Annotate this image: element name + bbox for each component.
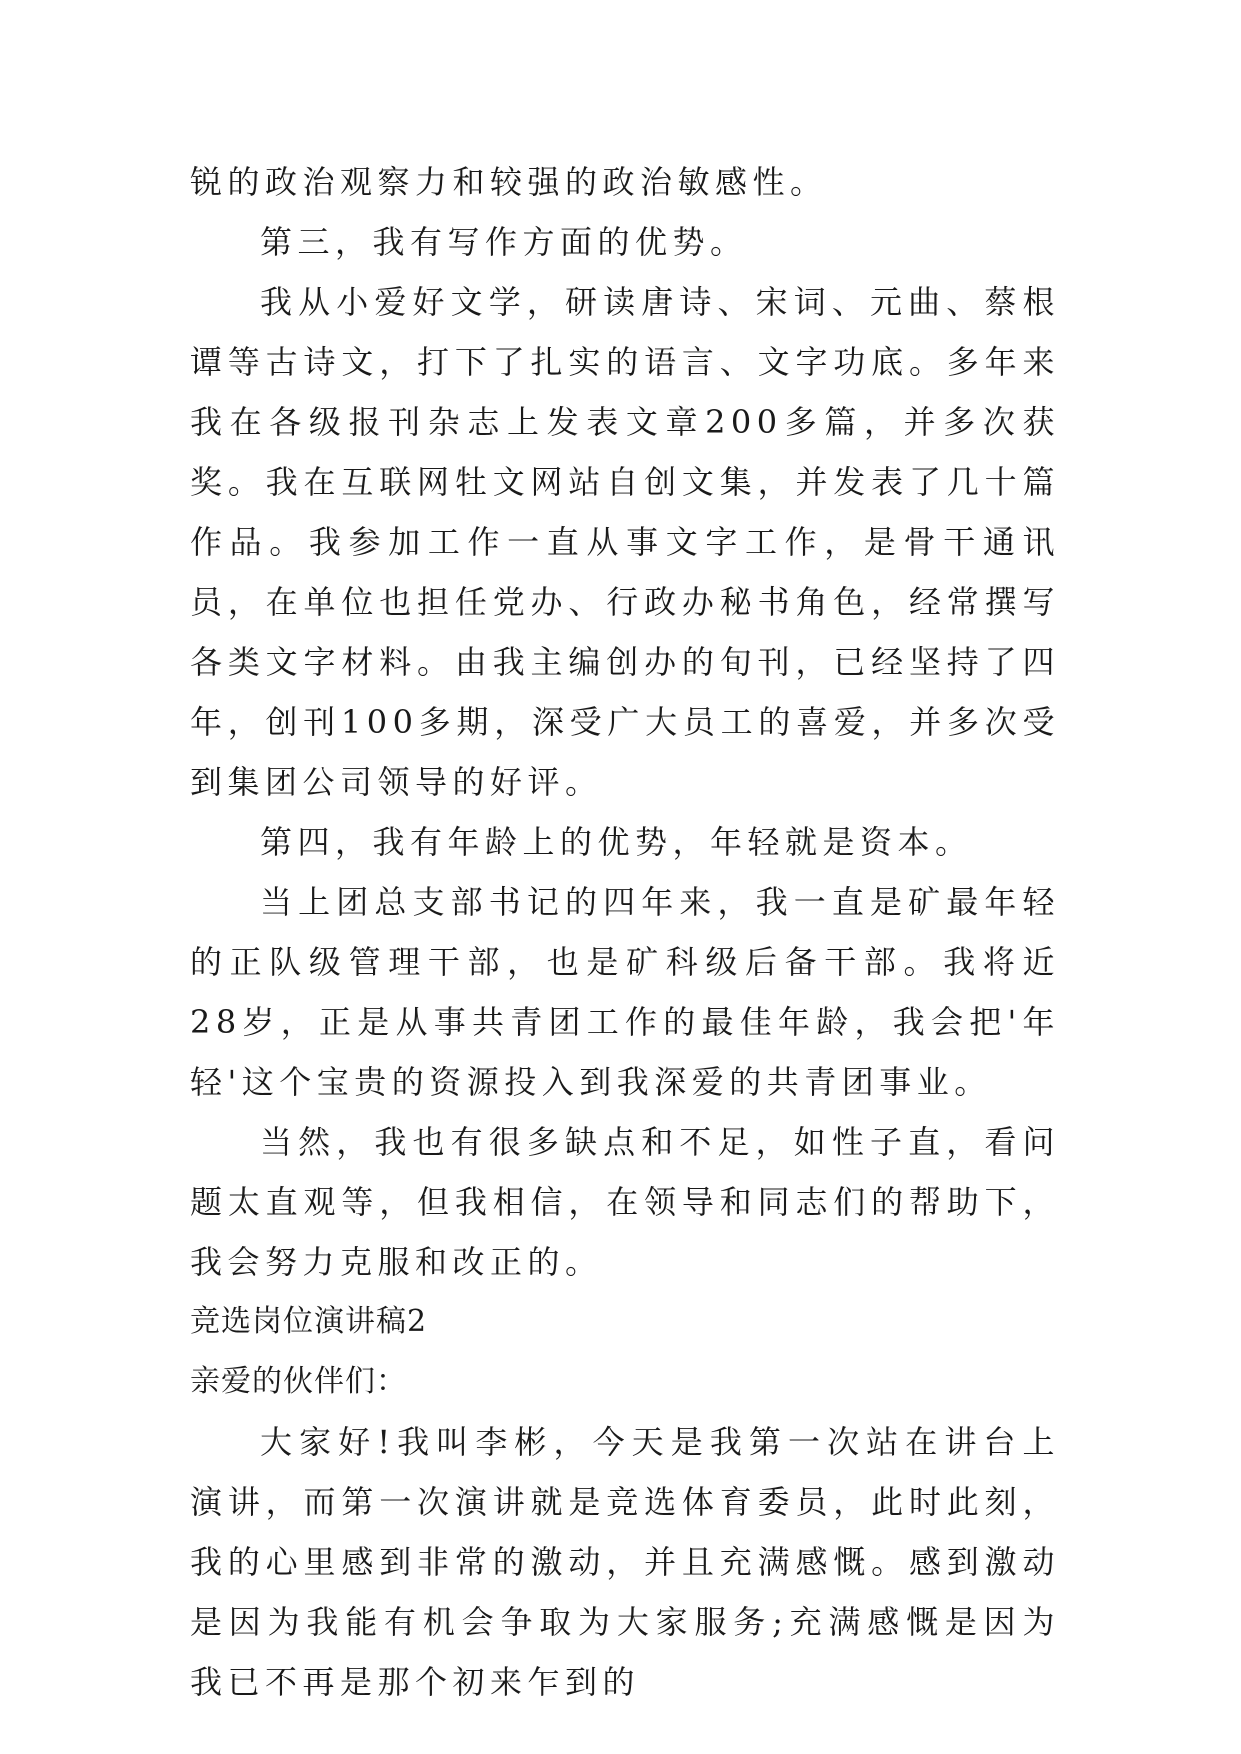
section-title: 竞选岗位演讲稿2: [190, 1304, 428, 1339]
paragraph-shortcomings: 当然，我也有很多缺点和不足，如性子直，看问题太直观等，但我相信，在领导和同志们的帮助下，我会努力克服和改正的。: [190, 1123, 1060, 1281]
paragraph-writing-advantage-heading: 第三，我有写作方面的优势。: [260, 223, 748, 261]
paragraph-writing-advantage: 我从小爱好文学，研读唐诗、宋词、元曲、蔡根谭等古诗文，打下了扎实的语言、文字功底。多年来我在各级报刊杂志上发表文章200多篇，并多次获奖。我在互联网牡文网站自创文集，并发表了几十篇作品。我参加工作一直从事文字工作，是骨干通讯员，在单位也担任党办、行政办秘书角色，经常撰写各类文字材料。由我主编创办的旬刊，已经坚持了四年，创刊100多期，深受广大员工的喜爱，并多次受到集团公司领导的好评。: [190, 283, 1060, 801]
document-body: [190, 152, 1060, 1712]
paragraph-age-advantage-heading: 第四，我有年龄上的优势，年轻就是资本。: [260, 823, 973, 861]
paragraph-age-advantage: 当上团总支部书记的四年来，我一直是矿最年轻的正队级管理干部，也是矿科级后备干部。我将近28岁，正是从事共青团工作的最佳年龄，我会把'年轻'这个宝贵的资源投入到我深爱的共青团事业。: [190, 883, 1060, 1101]
salutation: 亲爱的伙伴们：: [190, 1364, 407, 1399]
paragraph-political-sensitivity: 锐的政治观察力和较强的政治敏感性。: [190, 163, 828, 201]
paragraph-self-introduction: 大家好!我叫李彬，今天是我第一次站在讲台上演讲，而第一次演讲就是竞选体育委员，此时此刻，我的心里感到非常的激动，并且充满感慨。感到激动是因为我能有机会争取为大家服务;充满感慨是因为我已不再是那个初来乍到的: [190, 1423, 1060, 1701]
